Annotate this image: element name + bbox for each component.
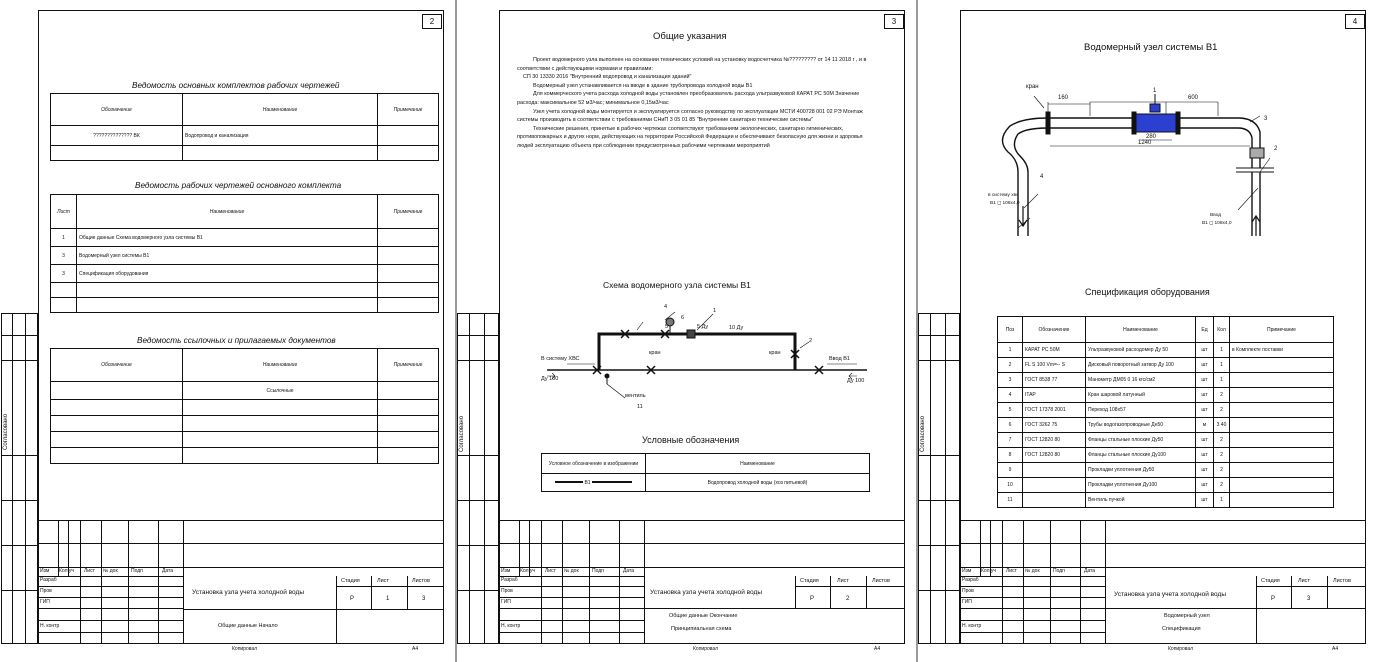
spec-cell: 2 xyxy=(1214,433,1230,448)
tb-stage-header: Стадия xyxy=(341,578,360,584)
tb-header: Подп xyxy=(1053,568,1065,574)
tb-header: Кол уч xyxy=(981,568,996,574)
tb-project: Установка узла учета холодной воды xyxy=(650,589,762,596)
tb-header: Кол уч xyxy=(520,568,535,574)
spec-cell: Прокладки уплотнения Ду100 xyxy=(1086,478,1196,493)
spec-cell xyxy=(1230,478,1334,493)
table-cell: 1 xyxy=(51,229,77,247)
position-label: 3 xyxy=(1264,116,1268,122)
spec-row xyxy=(998,388,1334,403)
side-stamp xyxy=(1,313,38,644)
node-label: Ввод xyxy=(1210,213,1222,218)
side-label: Согласовано xyxy=(459,415,465,452)
spec-cell: 1 xyxy=(998,343,1023,358)
tb-role: Н. контр xyxy=(962,623,982,629)
tb-header: № док xyxy=(564,568,579,574)
spec-cell: шт xyxy=(1196,388,1214,403)
flange-icon xyxy=(1176,112,1180,134)
scheme-label: В систему ХВС xyxy=(541,356,580,362)
spec-cell: ГОСТ 12820 80 xyxy=(1023,448,1086,463)
scheme-label: 11 xyxy=(637,404,643,410)
col-header: Примечание xyxy=(378,349,439,382)
spec-cell: Прокладки уплотнения Ду50 xyxy=(1086,463,1196,478)
spec-cell xyxy=(1230,448,1334,463)
spec-row xyxy=(998,418,1334,433)
refs-title: Ведомость ссылочных и прилагаемых документов xyxy=(137,336,336,345)
spec-cell: Фланцы стальные плоские Ду100 xyxy=(1086,448,1196,463)
scheme-label: кран xyxy=(649,350,661,356)
spec-cell: 10 xyxy=(998,478,1023,493)
spec-cell: Переход 108х57 xyxy=(1086,403,1196,418)
node-label: кран xyxy=(1026,84,1039,90)
spec-cell xyxy=(1230,403,1334,418)
page-number: 3 xyxy=(884,14,904,29)
table-row xyxy=(51,247,439,265)
spec-cell xyxy=(1230,358,1334,373)
tb-sheet-name: Спецификация xyxy=(1162,626,1201,632)
table-cell: Водопровод и канализация xyxy=(183,126,378,146)
scheme-label: 2 xyxy=(809,338,813,344)
paragraph: Для коммерческого учета расхода холодной воды установлен преобразователь расхода ультразвуковой КАРАТ РС 50М Значение расхода: максимальное 52 м3/час; минимальное 0,15м3/час xyxy=(517,91,860,106)
page-number: 4 xyxy=(1345,14,1365,29)
tb-sheet: 3 xyxy=(1307,596,1311,602)
tb-header: Кол уч xyxy=(59,568,74,574)
spec-cell: м xyxy=(1196,418,1214,433)
col-header: Обозначение xyxy=(1023,317,1086,343)
col-header: Кол xyxy=(1214,317,1230,343)
tb-stage-header: Лист xyxy=(837,578,849,584)
table-cell: Водомерный узел системы В1 xyxy=(77,247,378,265)
spec-row xyxy=(998,403,1334,418)
spec-cell xyxy=(1023,478,1086,493)
table-cell: Водопровод холодной воды (хоз питьевой) xyxy=(646,474,870,492)
paragraph: Технические решения, принятые в рабочих чертежах соответствуют требованиям экологических, санитарно гигиенических, противопожарных и других норм, действующих на территории Российской Федерации и обеспечивают безопасную для жизни и здоровья людей эксплуатацию объекта при соблюдении предусмотренных рабочими чертежами мероприятий xyxy=(517,125,863,149)
tb-sheet-name: Принципиальная схема xyxy=(671,626,732,632)
refs-table xyxy=(50,348,439,464)
scheme-label: Ду 100 xyxy=(541,376,559,382)
spec-cell: шт xyxy=(1196,343,1214,358)
tb-stage-header: Лист xyxy=(377,578,389,584)
format-label: А4 xyxy=(412,646,419,652)
side-stamp xyxy=(918,313,960,644)
dimension-label: 1240 xyxy=(1138,140,1152,146)
tb-stage-header: Стадия xyxy=(800,578,819,584)
spec-cell: 1 xyxy=(1214,373,1230,388)
table-cell: 3 xyxy=(51,247,77,265)
spec-cell: FL S 100 Vm=-- S xyxy=(1023,358,1086,373)
tb-header: Лист xyxy=(84,568,95,574)
col-header: Примечание xyxy=(378,94,439,126)
spec-cell: ГОСТ 3262 75 xyxy=(1023,418,1086,433)
spec-cell xyxy=(1023,493,1086,508)
position-label: 1 xyxy=(1153,88,1157,94)
table-cell: ?????????????? ВК xyxy=(51,126,183,146)
spec-cell: 9 xyxy=(998,463,1023,478)
spec-cell: шт xyxy=(1196,463,1214,478)
col-header: Ед xyxy=(1196,317,1214,343)
scheme-label: 1 xyxy=(713,308,717,314)
spec-cell: 3 xyxy=(998,373,1023,388)
scheme-label: 4 xyxy=(664,304,668,310)
table-row xyxy=(51,229,439,247)
spec-cell: 11 xyxy=(998,493,1023,508)
spec-cell: Фланцы стальные плоские Ду50 xyxy=(1086,433,1196,448)
spec-cell: шт xyxy=(1196,493,1214,508)
paragraph: Проект водомерного узла выполнен на основании технических условий на установку водосчетчика №????????? от 14 11 2018 г , и в соответствии с действующими нормами и правилами: xyxy=(517,57,867,72)
tb-header: № док xyxy=(103,568,118,574)
scheme-label: вентиль xyxy=(625,393,646,399)
tb-header: Изм xyxy=(501,568,511,574)
spec-cell: шт xyxy=(1196,403,1214,418)
meter-icon xyxy=(687,330,695,338)
spec-cell: 2 xyxy=(1214,478,1230,493)
general-text xyxy=(517,56,867,151)
tb-sheet-name: Водомерный узел xyxy=(1164,613,1210,619)
format-label: А4 xyxy=(874,646,881,652)
node-title: Водомерный узел системы В1 xyxy=(1084,42,1218,53)
tb-role: ГИП xyxy=(40,599,50,605)
spec-cell: 6 xyxy=(998,418,1023,433)
tb-header: Лист xyxy=(1006,568,1017,574)
side-label: Согласовано xyxy=(3,413,9,450)
col-header: Наименование xyxy=(77,195,378,229)
dimension-label: 280 xyxy=(1146,134,1157,140)
meter-icon xyxy=(1136,114,1176,132)
spec-cell xyxy=(1230,418,1334,433)
tb-header: № док xyxy=(1025,568,1040,574)
spec-cell: 2 xyxy=(998,358,1023,373)
table-cell xyxy=(378,126,439,146)
dimension-label: 160 xyxy=(1058,95,1069,101)
spec-cell: шт xyxy=(1196,433,1214,448)
position-label: 2 xyxy=(1274,146,1278,152)
drawings-title: Ведомость рабочих чертежей основного комплекта xyxy=(135,181,342,190)
side-label: Согласовано xyxy=(920,415,926,452)
spec-row xyxy=(998,448,1334,463)
copied-label: Копировал xyxy=(693,646,719,652)
valve-icon xyxy=(1250,148,1264,158)
tb-stage: Р xyxy=(350,596,355,602)
spec-cell: Кран шаровой латунный xyxy=(1086,388,1196,403)
legend-title: Условные обозначения xyxy=(642,435,740,445)
spec-cell xyxy=(1023,463,1086,478)
general-title: Общие указания xyxy=(653,31,727,42)
spec-cell xyxy=(1230,388,1334,403)
scheme-label: 10 Ду xyxy=(729,325,744,331)
tb-stage-header: Лист xyxy=(1298,578,1310,584)
spec-cell: 8 xyxy=(998,448,1023,463)
page-number: 2 xyxy=(422,14,442,29)
spec-row xyxy=(998,463,1334,478)
tb-role: Н. контр xyxy=(501,623,521,629)
col-header: Примечание xyxy=(1230,317,1334,343)
col-header: Лист xyxy=(51,195,77,229)
spec-cell: 1 xyxy=(1214,343,1230,358)
tb-stage-header: Листов xyxy=(1333,578,1351,584)
col-header: Наименование xyxy=(646,454,870,474)
spec-cell: ГОСТ 12820 80 xyxy=(1023,433,1086,448)
spec-cell: 3 40 xyxy=(1214,418,1230,433)
scheme-label: 6 xyxy=(681,315,685,321)
tb-stage: Р xyxy=(810,596,815,602)
table-cell: 3 xyxy=(51,265,77,283)
scheme-label: Ду 100 xyxy=(847,378,865,384)
spec-cell: ITAP xyxy=(1023,388,1086,403)
spec-cell: шт xyxy=(1196,373,1214,388)
spec-row xyxy=(998,433,1334,448)
scheme-label: Ввод В1 xyxy=(829,356,850,362)
spec-row xyxy=(998,373,1334,388)
tb-role: ГИП xyxy=(962,599,972,605)
spec-cell: 1 xyxy=(1214,493,1230,508)
tb-role: Пров xyxy=(501,588,513,594)
tb-stage-header: Листов xyxy=(412,578,430,584)
scheme-pipe xyxy=(599,334,795,370)
tb-project: Установка узла учета холодной воды xyxy=(1114,591,1226,598)
spec-cell: ГОСТ 8538 77 xyxy=(1023,373,1086,388)
main-docs-table xyxy=(50,93,439,161)
tb-role: Разраб xyxy=(962,577,979,583)
valve-icon xyxy=(1150,104,1160,112)
dimension-label: 600 xyxy=(1188,95,1199,101)
node-label: В1 ◻ 108х4,0 xyxy=(990,201,1020,206)
spec-cell: 2 xyxy=(1214,403,1230,418)
spec-row xyxy=(998,478,1334,493)
copied-label: Копировал xyxy=(1168,646,1194,652)
table-row xyxy=(51,265,439,283)
spec-cell: Вентиль пучкой xyxy=(1086,493,1196,508)
spec-cell: 2 xyxy=(1214,388,1230,403)
legend-table xyxy=(541,453,870,492)
spec-cell: шт xyxy=(1196,478,1214,493)
col-header: Наименование xyxy=(183,94,378,126)
tb-header: Дата xyxy=(1084,568,1096,574)
spec-table xyxy=(997,316,1334,508)
flange-icon xyxy=(1132,112,1136,134)
tb-sheet: 2 xyxy=(846,596,850,602)
tb-role: Пров xyxy=(962,588,974,594)
copied-label: Копировал xyxy=(232,646,258,652)
sheet-4 xyxy=(918,0,1393,662)
table-cell: Общие данные Схема водомерного узла системы В1 xyxy=(77,229,378,247)
scheme-label: 5 Ду xyxy=(697,324,709,330)
spec-cell: 5 xyxy=(998,403,1023,418)
tb-role: Пров xyxy=(40,588,52,594)
tb-project: Установка узла учета холодной воды xyxy=(192,589,304,596)
sheet-2 xyxy=(0,0,455,662)
tb-header: Подп xyxy=(131,568,143,574)
node-label: В1 ◻ 108х4,0 xyxy=(1202,221,1232,226)
spec-row xyxy=(998,493,1334,508)
scheme-title: Схема водомерного узла системы В1 xyxy=(603,280,751,290)
col-header: Обозначение xyxy=(51,94,183,126)
sheet-3 xyxy=(457,0,916,662)
spec-row xyxy=(998,358,1334,373)
col-header: Наименование xyxy=(1086,317,1196,343)
col-header: Примечание xyxy=(378,195,439,229)
spec-cell: шт xyxy=(1196,358,1214,373)
tb-header: Изм xyxy=(40,568,50,574)
tb-stage: Р xyxy=(1271,596,1276,602)
paragraph: СП 30 13330 2016 "Внутренний водопровод и канализация зданий" xyxy=(523,74,692,81)
spec-cell xyxy=(1230,433,1334,448)
tb-header: Лист xyxy=(545,568,556,574)
tb-role: Разраб xyxy=(40,577,57,583)
tb-stage-header: Стадия xyxy=(1261,578,1280,584)
tb-role: Разраб xyxy=(501,577,518,583)
scheme-label: 5 xyxy=(665,324,669,330)
meter-node-drawing xyxy=(988,68,1288,244)
scheme-diagram xyxy=(537,292,877,412)
node-label: в систему хвс xyxy=(988,193,1019,198)
format-label: А4 xyxy=(1332,646,1339,652)
tb-sheet-name: Общие данные Начало xyxy=(218,623,278,629)
spec-cell: Трубы водогазопроводные Дн50 xyxy=(1086,418,1196,433)
spec-cell: 7 xyxy=(998,433,1023,448)
spec-cell: 1 xyxy=(1214,358,1230,373)
spec-cell: ГОСТ 17378 2001 xyxy=(1023,403,1086,418)
table-cell: Ссылочные xyxy=(183,382,378,400)
main-docs-title: Ведомость основных комплектов рабочих чертежей xyxy=(132,81,340,90)
spec-cell: 4 xyxy=(998,388,1023,403)
spec-cell xyxy=(1230,493,1334,508)
spec-cell: шт xyxy=(1196,448,1214,463)
col-header: Наименование xyxy=(183,349,378,382)
tb-header: Подп xyxy=(592,568,604,574)
tb-sheets: 3 xyxy=(422,596,426,602)
spec-cell: Дисковый поворотный затвор Ду 100 xyxy=(1086,358,1196,373)
spec-row xyxy=(998,343,1334,358)
drawings-table xyxy=(50,194,439,313)
spec-cell: КАРАТ РС 50М xyxy=(1023,343,1086,358)
legend-symbol: В1 xyxy=(542,474,646,492)
tb-role: Н. контр xyxy=(40,623,60,629)
tb-sheet-name: Общие данные Окончание xyxy=(669,613,738,619)
tb-header: Изм xyxy=(962,568,972,574)
spec-cell xyxy=(1230,463,1334,478)
side-stamp xyxy=(457,313,499,644)
position-label: 4 xyxy=(1040,174,1044,180)
paragraph: Водомерный узел устанавливается на вводе в здание трубопровода холодной воды В1 xyxy=(533,82,753,89)
spec-cell xyxy=(1230,373,1334,388)
spec-cell: Ультразвуковой расходомер Ду 50 xyxy=(1086,343,1196,358)
col-header: Обозначение xyxy=(51,349,183,382)
spec-cell: Манометр ДМ05 0 16 кгс/см2 xyxy=(1086,373,1196,388)
spec-cell: 2 xyxy=(1214,448,1230,463)
spec-cell: 2 xyxy=(1214,463,1230,478)
tb-stage-header: Листов xyxy=(872,578,890,584)
tb-header: Дата xyxy=(162,568,174,574)
paragraph: Узел учета холодной воды монтируется и эксплуатируется согласно руководству по эксплуатации МСТИ 400728 001 02 РЭ Монтаж системы производить в соответствии с требованиями СНиП 3 05 01 85 "Внутренние санитарно технические системы" xyxy=(517,108,863,124)
col-header: Условное обозначение в изображении xyxy=(542,454,646,474)
col-header: Поз xyxy=(998,317,1023,343)
table-cell: Спецификация оборудования xyxy=(77,265,378,283)
spec-cell: в Комплекте поставки xyxy=(1230,343,1334,358)
spec-title: Спецификация оборудования xyxy=(1085,287,1210,297)
scheme-label: кран xyxy=(769,350,781,356)
tb-sheet: 1 xyxy=(386,596,390,602)
tb-header: Дата xyxy=(623,568,635,574)
tb-role: ГИП xyxy=(501,599,511,605)
